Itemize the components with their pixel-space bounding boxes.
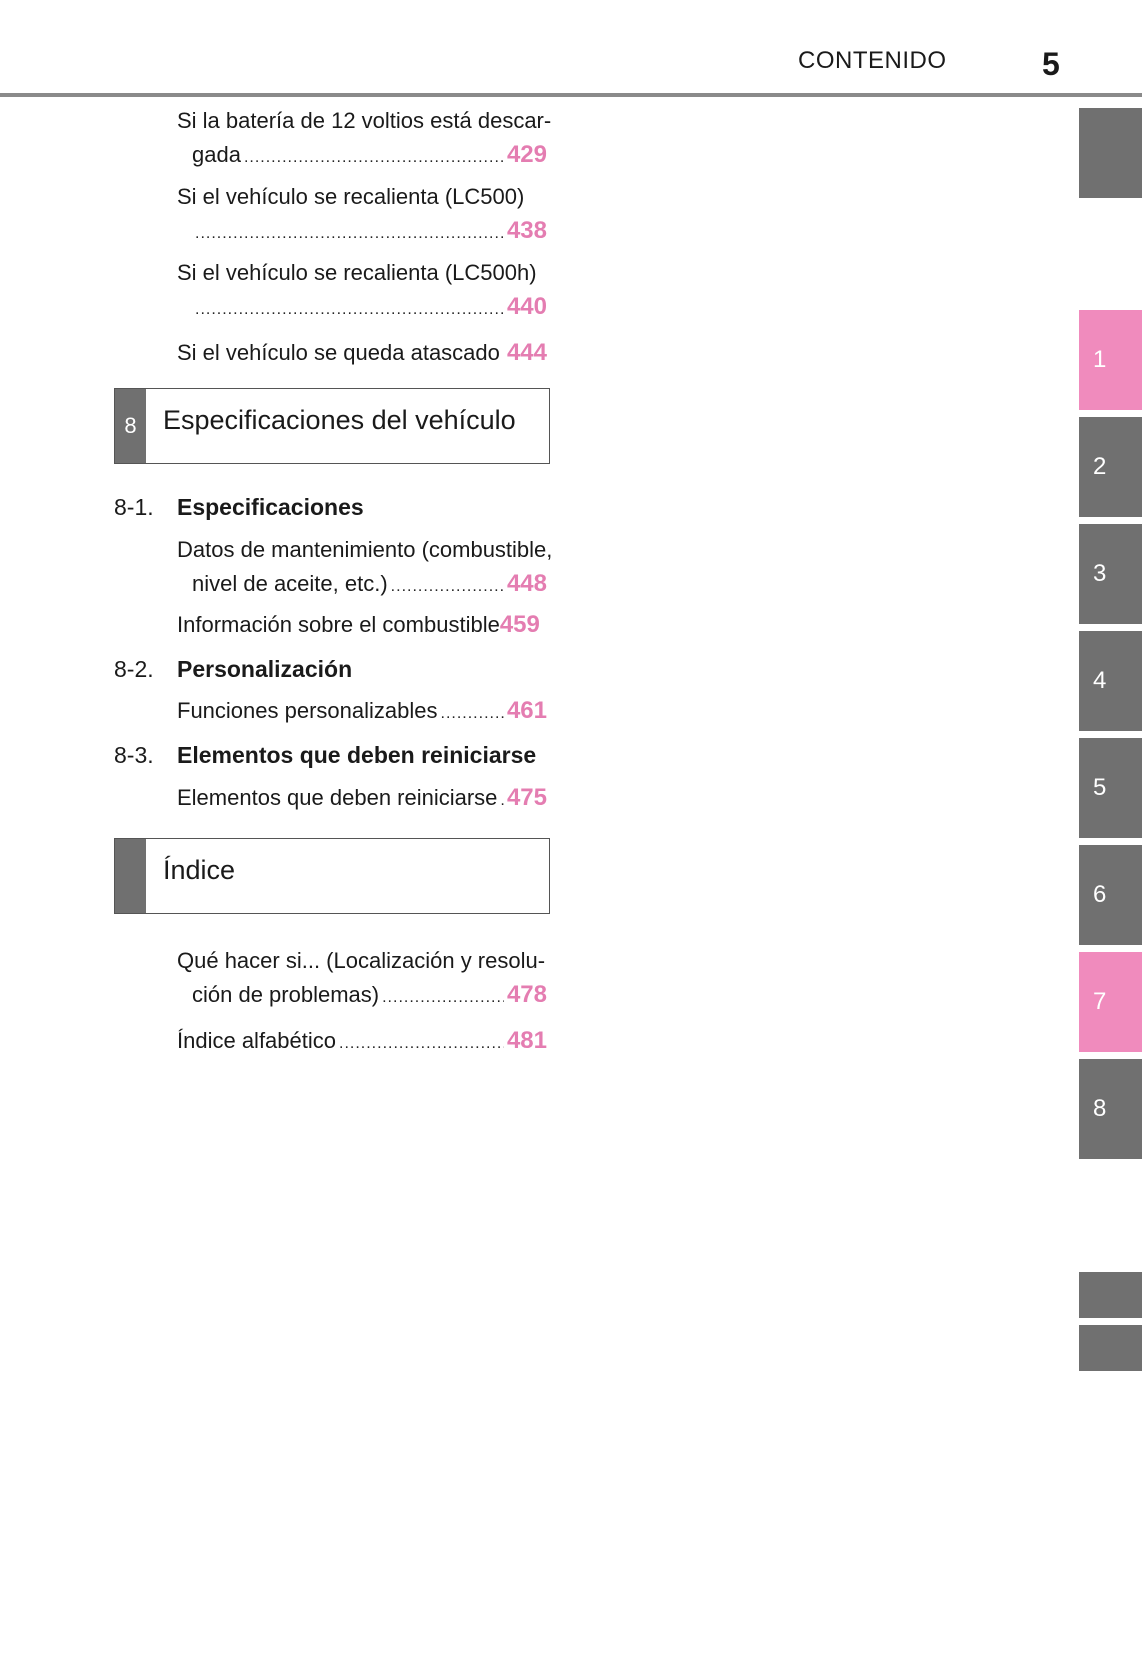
subsection-number: 8-3. xyxy=(114,742,154,768)
side-tab-5[interactable]: 5 xyxy=(1079,738,1142,838)
leader-dots xyxy=(503,339,504,373)
index-section-header[interactable] xyxy=(114,838,550,914)
side-tab-4[interactable]: 4 xyxy=(1079,631,1142,731)
toc-entry-text: Datos de mantenimiento (combustible, xyxy=(177,537,553,562)
side-tab-3[interactable]: 3 xyxy=(1079,524,1142,624)
toc-entry[interactable] xyxy=(177,104,552,175)
toc-entry[interactable] xyxy=(177,694,547,731)
toc-page-number[interactable]: 475 xyxy=(506,784,547,811)
toc-page-number[interactable]: 448 xyxy=(506,570,547,597)
section-tab xyxy=(115,839,146,913)
subsection-title: Elementos que deben reiniciarse xyxy=(177,742,537,768)
toc-entry-text: Si el vehículo se recalienta (LC500h) xyxy=(177,260,537,285)
subsection-heading-8-2[interactable] xyxy=(114,656,352,683)
toc-page-number[interactable]: 440 xyxy=(506,293,547,320)
toc-entry-text-cont: ción de problemas) xyxy=(192,982,380,1007)
side-tab-2[interactable]: 2 xyxy=(1079,417,1142,517)
leader-dots xyxy=(195,217,504,251)
subsection-heading-8-1[interactable] xyxy=(114,494,364,521)
side-tab-blank xyxy=(1079,1272,1142,1318)
toc-page-number[interactable]: 461 xyxy=(506,697,547,724)
leader-dots xyxy=(339,1027,504,1061)
side-tab-6[interactable]: 6 xyxy=(1079,845,1142,945)
leader-dots xyxy=(244,141,504,175)
toc-entry[interactable] xyxy=(177,608,547,642)
side-tab-blank xyxy=(1079,108,1142,198)
section-title: Índice xyxy=(163,855,236,885)
subsection-title: Especificaciones xyxy=(177,494,364,520)
leader-dots xyxy=(382,981,504,1015)
toc-page-number[interactable]: 444 xyxy=(506,339,547,366)
section-number-tab: 8 xyxy=(115,389,146,463)
section-title: Especificaciones del vehículo xyxy=(163,405,516,435)
side-tab-7[interactable]: 7 xyxy=(1079,952,1142,1052)
toc-entry[interactable] xyxy=(177,1024,547,1061)
toc-entry-text: Funciones personalizables xyxy=(177,698,438,723)
toc-page-number[interactable]: 478 xyxy=(506,981,547,1008)
toc-entry[interactable] xyxy=(177,180,547,251)
toc-entry-text: Índice alfabético xyxy=(177,1028,336,1053)
header-title: CONTENIDO xyxy=(798,47,947,74)
toc-page-number[interactable]: 429 xyxy=(506,141,547,168)
toc-entry[interactable] xyxy=(177,533,553,604)
leader-dots xyxy=(195,293,504,327)
subsection-title: Personalización xyxy=(177,656,353,682)
page-number: 5 xyxy=(1042,46,1060,82)
toc-entry[interactable] xyxy=(177,944,547,1015)
side-tab-blank xyxy=(1079,1325,1142,1371)
subsection-heading-8-3[interactable] xyxy=(114,742,536,769)
leader-dots xyxy=(441,697,504,731)
section-8-header[interactable] xyxy=(114,388,550,464)
toc-entry-text: Qué hacer si... (Localización y resolu- xyxy=(177,948,546,973)
toc-entry-text-cont: gada xyxy=(192,142,241,167)
leader-dots xyxy=(391,570,504,604)
leader-dots xyxy=(500,784,504,818)
toc-page-number[interactable]: 438 xyxy=(506,217,547,244)
toc-entry-text: Si el vehículo se recalienta (LC500) xyxy=(177,184,525,209)
toc-entry-text: Información sobre el combustible xyxy=(177,612,500,637)
header-rule xyxy=(0,93,1142,97)
toc-page-number[interactable]: 459 xyxy=(499,611,540,638)
subsection-number: 8-1. xyxy=(114,494,154,520)
subsection-number: 8-2. xyxy=(114,656,154,682)
toc-entry-text: Si la batería de 12 voltios está descar- xyxy=(177,108,552,133)
toc-entry-text: Si el vehículo se queda atascado xyxy=(177,340,500,365)
toc-entry-text: Elementos que deben reiniciarse xyxy=(177,785,498,810)
toc-entry-text-cont: nivel de aceite, etc.) xyxy=(192,571,388,596)
toc-entry[interactable] xyxy=(177,256,547,327)
side-tab-8[interactable]: 8 xyxy=(1079,1059,1142,1159)
toc-entry[interactable] xyxy=(177,781,547,818)
toc-entry[interactable] xyxy=(177,336,547,373)
toc-page-number[interactable]: 481 xyxy=(506,1027,547,1054)
side-tab-1[interactable]: 1 xyxy=(1079,310,1142,410)
